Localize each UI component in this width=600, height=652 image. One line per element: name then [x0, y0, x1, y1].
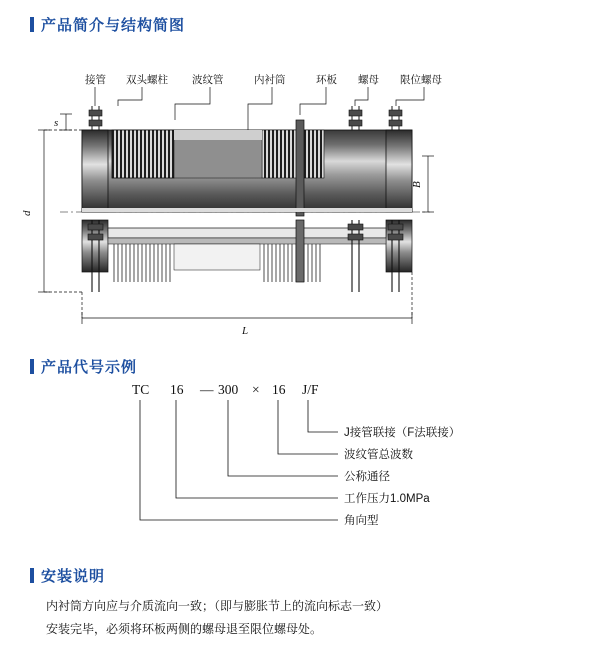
callout-label-1: 双头螺柱: [126, 74, 168, 86]
callout-labels: [85, 73, 442, 86]
code-token-5: 16: [272, 382, 286, 397]
code-description-4: 角向型: [344, 515, 379, 527]
structure-diagram: [0, 60, 600, 350]
callout-label-4: 环板: [316, 74, 337, 86]
section-title-text-3: 安装说明: [41, 568, 106, 585]
callout-label-3: 内衬筒: [254, 74, 286, 86]
callout-label-0: 接管: [85, 74, 106, 86]
section-title-text-2: 产品代号示例: [41, 359, 138, 376]
title-accent-bar-3: [30, 568, 34, 583]
dimension-label-B: B: [411, 181, 423, 188]
title-accent-bar: [30, 17, 34, 32]
bottom-view: [82, 208, 412, 292]
code-descriptions: [344, 425, 460, 527]
code-leader-lines: [140, 400, 338, 520]
callout-leader-lines: [95, 87, 424, 130]
section-title-code-example: [30, 356, 137, 377]
code-token-3: 300: [218, 382, 239, 397]
code-token-2: —: [200, 382, 214, 397]
callout-label-6: 限位螺母: [400, 74, 442, 86]
installation-notes: [46, 598, 566, 644]
callout-label-2: 波纹管: [192, 74, 224, 86]
section-title-product-intro: [30, 14, 185, 35]
code-token-1: 16: [170, 382, 184, 397]
install-note-0: 内衬筒方向应与介质流向一致；（即与膨胀节上的流向标志一致）: [46, 599, 389, 613]
code-designation-diagram: [0, 380, 600, 540]
code-description-0: J接管联接（F法联接）: [344, 427, 461, 439]
code-token-6: J/F: [302, 382, 319, 397]
install-note-1: 安装完毕，必须将环板两侧的螺母退至限位螺母处。: [46, 622, 323, 636]
code-token-0: TC: [132, 382, 150, 397]
section-title-install: [30, 565, 105, 586]
code-description-1: 波纹管总波数: [344, 449, 413, 461]
title-accent-bar-2: [30, 359, 34, 374]
dimension-label-s: s: [54, 117, 59, 129]
code-token-4: ×: [252, 382, 260, 397]
dimension-label-L: L: [242, 325, 249, 337]
code-description-2: 公称通径: [344, 471, 390, 483]
dimension-label-d: d: [21, 210, 33, 216]
code-tokens: [132, 382, 319, 397]
code-description-3: 工作压力1.0MPa: [344, 493, 430, 505]
top-view: [60, 106, 430, 216]
callout-label-5: 螺母: [358, 74, 379, 86]
section-title-text: 产品简介与结构简图: [41, 17, 186, 34]
